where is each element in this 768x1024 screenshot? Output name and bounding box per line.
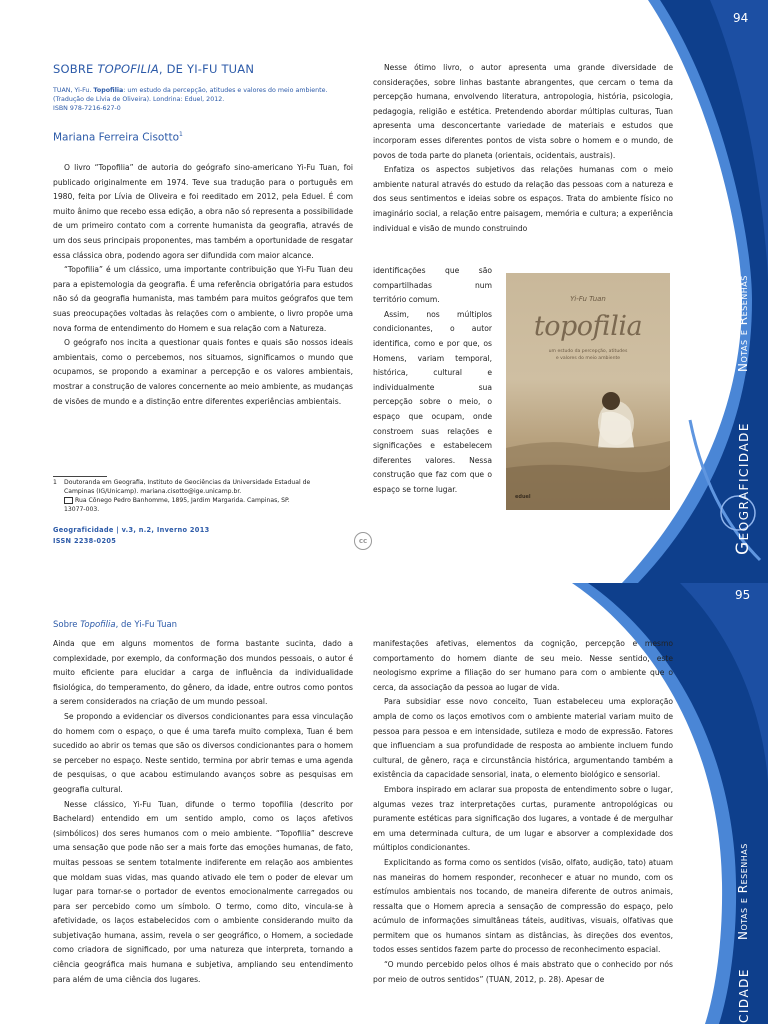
ref-isbn: ISBN 978-7216-627-0 [53, 105, 121, 112]
cover-subtitle [506, 348, 670, 362]
creative-commons-icon: cc [354, 532, 372, 550]
text-line: identificações que são [373, 266, 492, 275]
review-author [53, 131, 183, 144]
paragraph: “O mundo percebido pelos olhos é mais abstrato que o conhecido por nós por meio de outros sentidos” (TUAN, 2012, p. 28). Apesar de [373, 960, 673, 984]
paragraph: “Topofilia” é um clássico, uma importante contribuição que Yi-Fu Tuan deu para a epistemologia da geografia. É uma referência obrigatória para estudos não só da geografia humanista, mas também para muitos geógrafos que tem suas preocupações voltadas às relações com o ambiente, o livro propõe uma nova forma de entendimento do Homem e sua relação com a Natureza. [53, 265, 353, 333]
side-journal-name: Geograficidade [733, 422, 753, 555]
text-line: compartilhadas num [373, 280, 492, 290]
paragraph: Para subsidiar esse novo conceito, Tuan estabeleceu uma exploração ampla de como os laços emotivos com o ambiente material variam muito de pessoa para pessoa e em intensidade, sutileza e modo de expressão. Fatores que influenciam a sua profundidade de resposta ao ambiente incluem fundo cultural, de gênero, raça e circunstância histórica, argumentando também a existência da capacidade sensorial, inata, o elemento biológico e sensorial. [373, 697, 673, 780]
header-suffix: , de Yi-Fu Tuan [115, 620, 178, 630]
page-95-left-column [53, 637, 353, 987]
paragraph: Explicitando as forma como os sentidos (visão, olfato, audição, tato) atuam nas maneiras do homem responder, reconhecer e atuar no mundo, com os estímulos ambientais nos tocando, de maneira diferente de outros animais, ressalta que o Homem aprecia a sensação de compressão do espaço, pelo acúmulo de informações simultâneas táteis, auditivas, visuais, olfativas que permitem que os humanos sintam as distâncias, às direções dos eventos, todos esses sentidos fazem parte do processo de reconhecimento espacial. [373, 857, 673, 955]
paragraph: O livro “Topofilia” de autoria do geógrafo sino-americano Yi-Fu Tuan, foi publicado originalmente em 1974. Teve sua tradução para o português em 1980, feita por Lívia de Oliveira e foi reeditado em 2012, pela Eduel. É com muito ânimo que recebo essa edição, a obra não só representa a possibilidade de um primeiro contato com a corrente humanista da geografia, através de um dos seus principais proponentes, mas também a oportunidade de resgatar essa clássica obra, podendo agora ser difundida com maior alcance. [53, 163, 353, 260]
cover-author: Yi-Fu Tuan [570, 295, 606, 303]
page-94-right-column [373, 61, 673, 236]
page-95 [0, 583, 768, 1024]
side-journal-name: cidade [733, 968, 753, 1023]
footnote-zip: 13077-003. [64, 506, 100, 513]
author-name: Mariana Ferreira Cisotto [53, 131, 179, 144]
cover-title: topofilia [533, 311, 643, 342]
header-prefix: Sobre [53, 620, 81, 630]
paragraph: Se propondo a evidenciar os diversos condicionantes para essa vinculação do homem com o espaço, o que é uma tarefa muito complexa, Tuan é bem sucedido ao abrir os temas que são os diversos condicionantes para o homem se perceber no espaço. Neste sentido, termina por abrir temas e uma agenda de pesquisas, o que acabou estimulando avanços sobre as pesquisas em geografia cultural. [53, 711, 353, 794]
journal-issn: ISSN 2238-0205 [53, 537, 117, 545]
book-cover-image [506, 273, 670, 510]
footnote-affiliation: Doutoranda em Geografia, Instituto de Geociências da Universidade Estadual de [64, 479, 311, 486]
cover-publisher-logo: eduel [515, 494, 531, 500]
ref-subtitle: : um estudo da percepção, atitudes e valores do meio ambiente. [123, 87, 328, 94]
paragraph: Nesse clássico, Yi-Fu Tuan, difunde o termo topofilia (descrito por Bachelard) entendido em um sentido amplo, como os laços afetivos (simbólicos) dos seres humanos com o meio ambiente. “Topofilia” descreve uma sensação que pode não ser a mais forte das emoções humanas, de fato, muitas pessoas se sentem totalmente indiferente em relação aos ambientes que moldam suas vidas, mas quando ativado ele tem o poder de elevar um lugar para tornar-se o portador de eventos emocionalmente carregados ou para ser percebido como um símbolo. O termo, como dito, vincula-se à afetividade, os laços estabelecidos com o ambiente considerando muito da subjetivação humana, assim, revela o ser geográfico, o Homem, a sociedade como criadora de significado, por uma natureza que interpreta, tornando a ciência geográfica mais humana e subjetiva, ampliando seu entendimento para além de uma ciência dos lugares. [53, 799, 353, 984]
footnote-email: Campinas (IG/Unicamp). mariana.cisotto@ige.unicamp.br. [64, 488, 242, 495]
ref-translation: (Tradução de Lívia de Oliveira). Londrina: Eduel, 2012. [53, 96, 225, 103]
paragraph: Assim, nos múltiplos condicionantes, o autor identifica, como e por que, os Homens, variam temporal, histórica, cultural e individualmente sua percepção sobre o meio, o espaço que ocupam, onde constroem suas relações e significações e estabelecem diferentes valores. Nessa construção que faz com que o espaço se torne lugar. [373, 309, 492, 494]
paragraph: Ainda que em alguns momentos de forma bastante sucinta, dado a complexidade, por exemplo, da conformação dos mundos pessoais, o autor é muito eficiente para elucidar a carga de influência da individualidade fisiológica, do temperamento, do gênero, da idade, entre outros como pontos a serem considerados na criação de um mundo pessoal. [53, 639, 353, 707]
footnote [53, 478, 353, 514]
text-line: território comum. [373, 295, 440, 305]
cover-subtitle-line: um estudo da percepção, atitudes [548, 349, 628, 354]
ref-author: TUAN, Yi-Fu. [53, 87, 94, 94]
cover-photo-figure [506, 273, 670, 510]
envelope-icon [64, 497, 73, 504]
journal-info [53, 525, 209, 547]
paragraph: Embora inspirado em aclarar sua proposta de entendimento sobre o lugar, algumas vezes traz interpretações curtas, puramente antropológicas ou puramente estéticas para significação dos lugares, a vontade é de mergulhar em uma determinada cultura, de um lugar e absorver a complexidade dos múltiplos condicionantes. [373, 784, 673, 853]
cover-subtitle-line: e valores do meio ambiente [555, 356, 621, 361]
paragraph: O geógrafo nos incita a questionar quais fontes e quais são nossos ideais ambientais, como o percebemos, nos situamos, significamos o mundo que ocupamos, se propondo a examinar a percepção e os valores ambientais, mostrar a construção de valores concernente ao meio ambiente, as mudanças de visões de mundo e a distinção entre diferentes experiências ambientais. [53, 338, 353, 406]
page-94-narrow-column [373, 264, 492, 498]
paragraph: Enfatiza os aspectos subjetivos das relações humanas com o meio ambiente natural através do estudo da relação das pessoas com a natureza e dos seus sentimentos e ideias sobre os espaços. Trata do ambiente físico no imaginário social, a relação entre paisagem, memória e cultura; a experiência individual e visão de mundo construindo [373, 165, 673, 233]
footnote-number: 1 [53, 479, 57, 486]
title-prefix: SOBRE [53, 62, 98, 76]
footnote-rule [53, 476, 107, 477]
paragraph: manifestações afetivas, elementos da cognição, percepção e mesmo comportamento do homem diante de seu meio. Nesse sentido, este neologismo exprime a filiação do ser humano para com o ambiente que o cerca, da associação da pessoa ao lugar de vida. [373, 639, 673, 692]
review-title [53, 62, 254, 76]
side-section-name: Notas e Resenhas [736, 843, 750, 940]
paragraph: Nesse ótimo livro, o autor apresenta uma grande diversidade de considerações, sobre linhas bastante abrangentes, que cercam o tema da percepção humana, envolvendo literatura, antropologia, história, psicologia, pedagogia, religião e estética. Pretendendo abordar múltiplas culturas, Tuan apresenta uma desconcertante variedade de materiais e estudos que incorporam esses diferentes pontos de vista sobre o homem e o mundo, de povos de toda parte do planeta (orientais, ocidentais, austrais). [373, 63, 673, 160]
running-header [53, 620, 177, 630]
ref-title: Topofilia [93, 87, 124, 94]
footnote-address: Rua Cônego Pedro Banhomme, 1895, Jardim Margarida. Campinas, SP. [75, 497, 290, 504]
page-94-left-column [53, 161, 353, 409]
page-95-right-column [373, 637, 673, 987]
author-footnote-mark: 1 [179, 131, 183, 138]
book-reference [53, 86, 358, 113]
title-suffix: , DE YI-FU TUAN [158, 62, 255, 76]
journal-issue: Geograficidade | v.3, n.2, Inverno 2013 [53, 526, 210, 534]
title-italic: TOPOFILIA [97, 62, 159, 76]
side-section-name: Notas e Resenhas [736, 275, 750, 372]
header-italic: Topofilia [80, 620, 116, 630]
page-number: 94 [733, 11, 749, 25]
page-number: 95 [735, 588, 751, 602]
